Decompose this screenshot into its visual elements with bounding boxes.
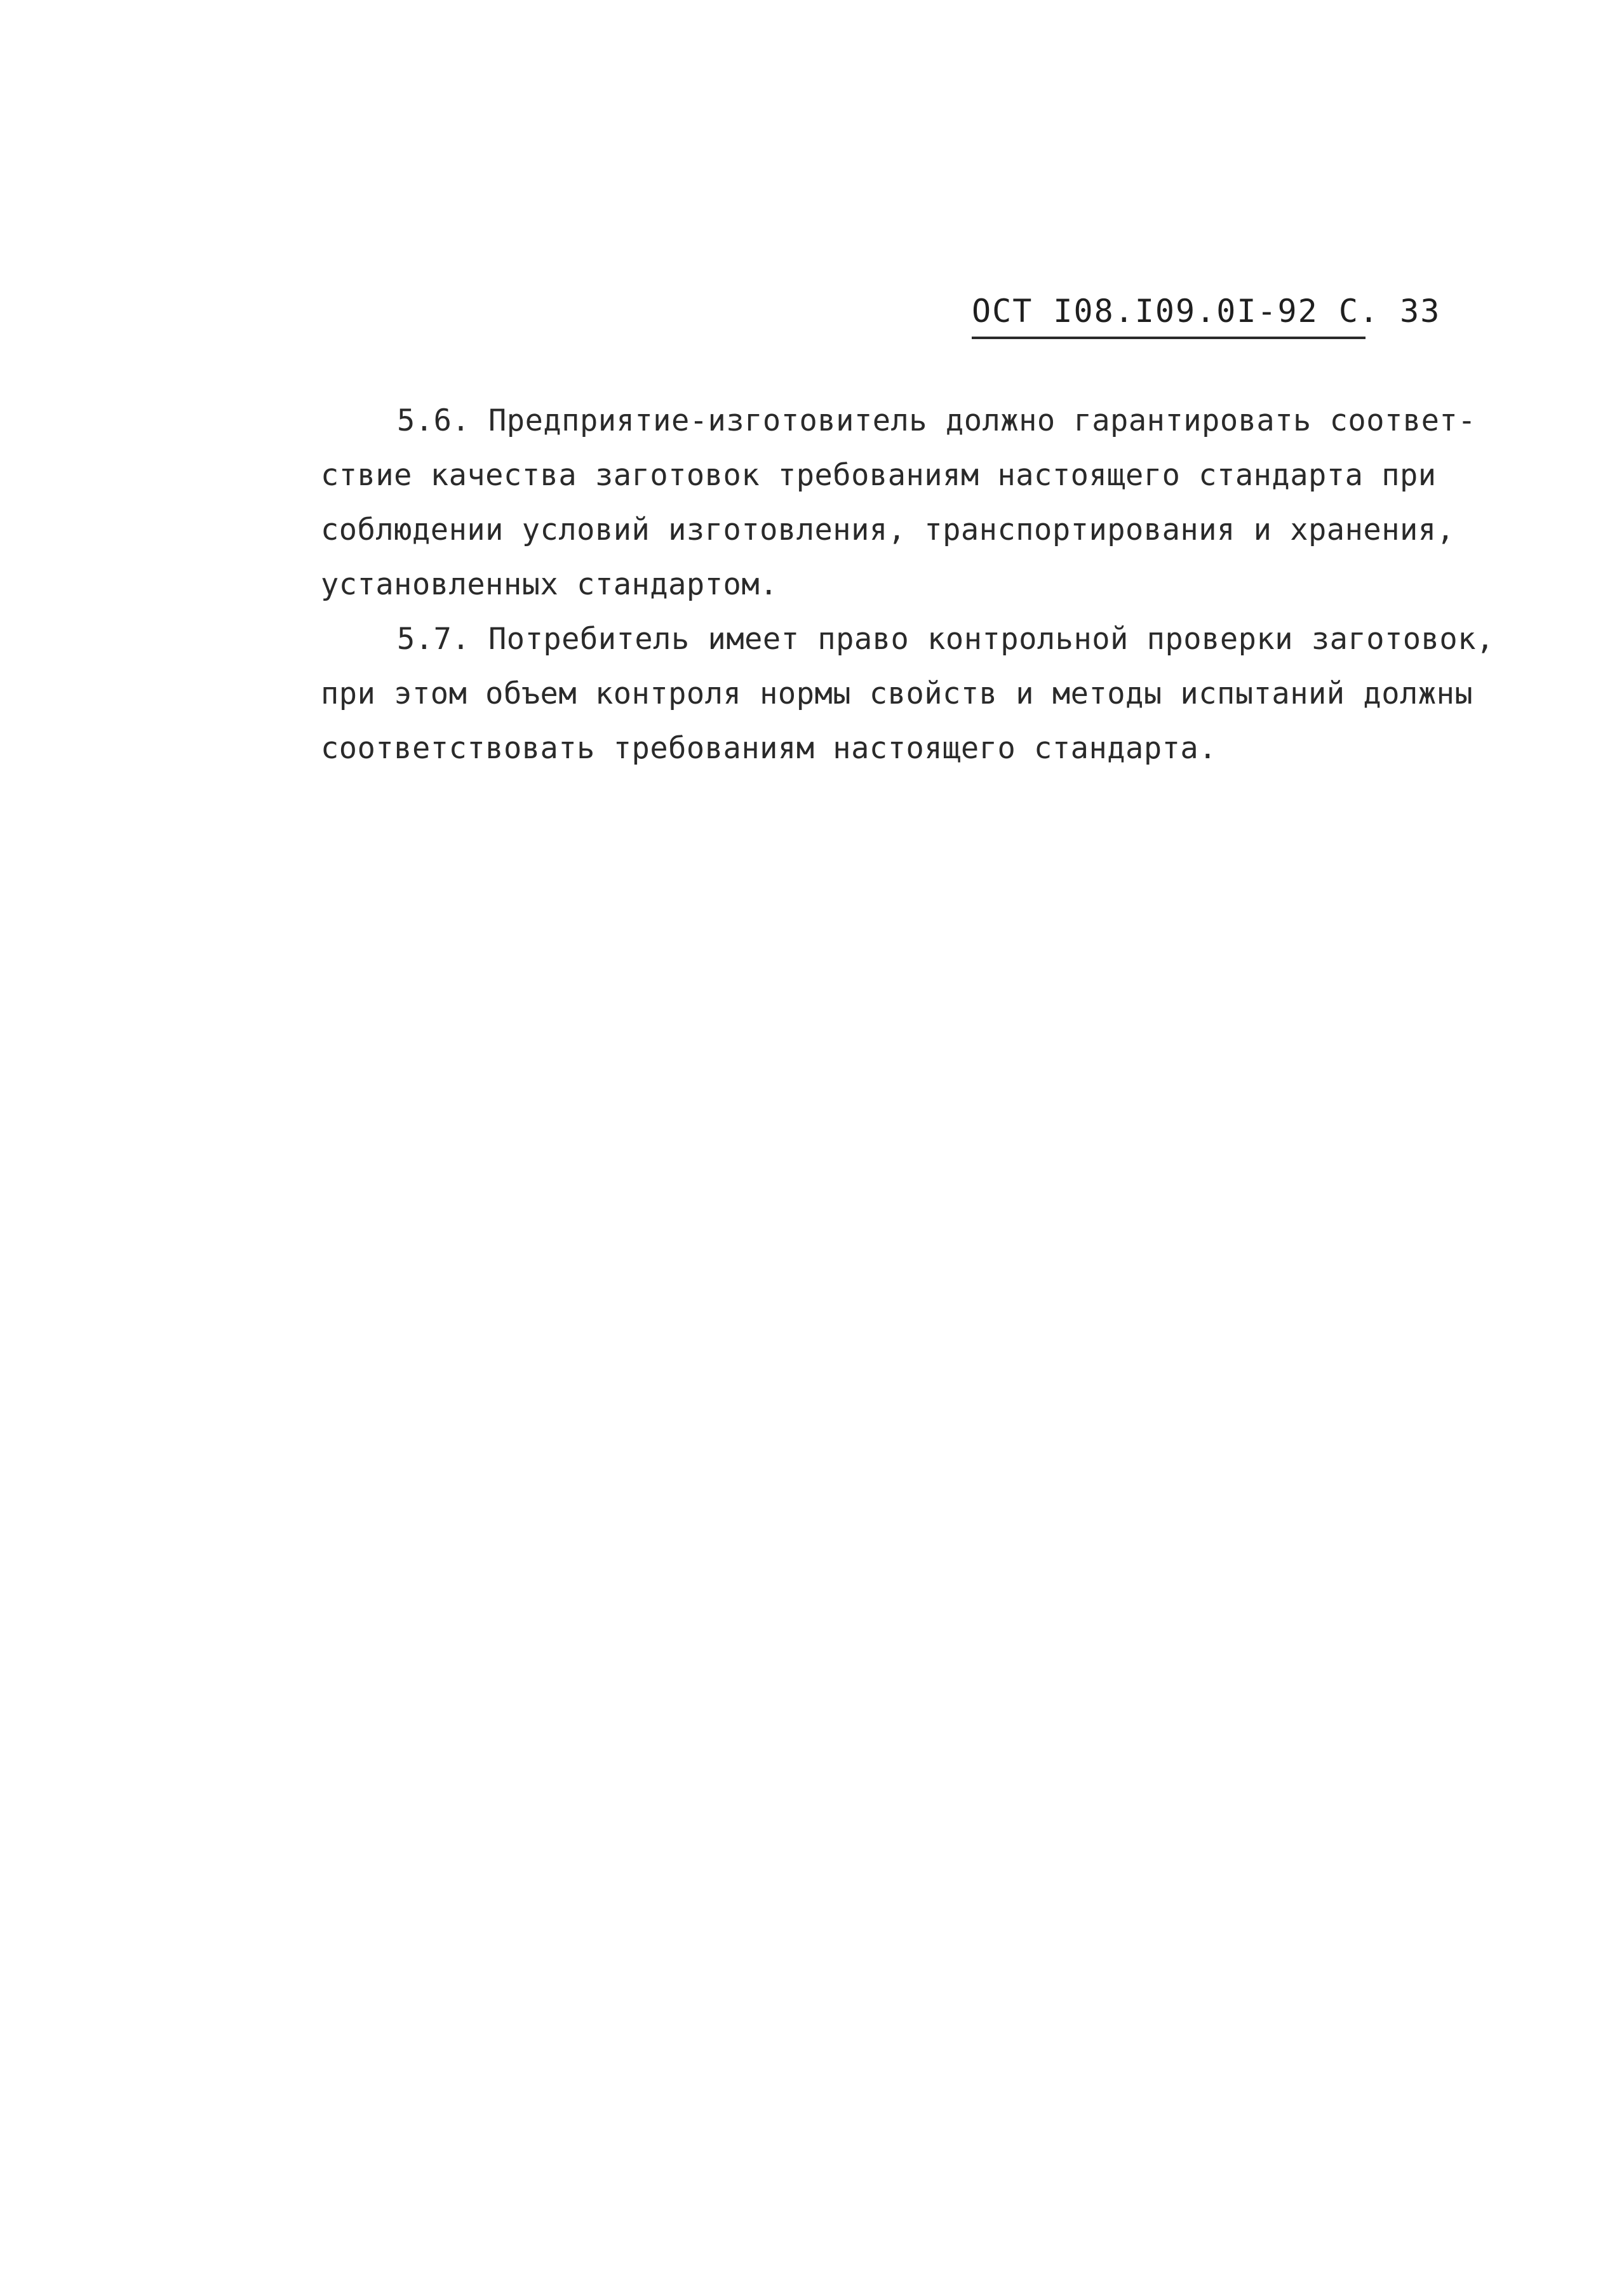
paragraph-line: соблюдении условий изготовления, транспортирования и хранения, bbox=[321, 512, 1455, 547]
paragraph-line: 5.6. Предприятие-изготовитель должно гарантировать соответ- bbox=[397, 403, 1476, 438]
paragraph-line: ствие качества заготовок требованиям настоящего стандарта при bbox=[321, 458, 1437, 493]
paragraph-line: соответствовать требованиям настоящего стандарта. bbox=[321, 731, 1218, 766]
document-body bbox=[321, 394, 1494, 776]
paragraph-line: 5.7. Потребитель имеет право контрольной проверки заготовок, bbox=[397, 622, 1494, 657]
paragraph-5-7 bbox=[321, 612, 1494, 776]
paragraph-line: установленных стандартом. bbox=[321, 567, 778, 602]
paragraph-line: при этом объем контроля нормы свойств и методы испытаний должны bbox=[321, 676, 1473, 711]
paragraph-5-6 bbox=[321, 394, 1476, 612]
page-header-designation: ОСТ I08.I09.0I-92 С. 33 bbox=[972, 286, 1366, 339]
